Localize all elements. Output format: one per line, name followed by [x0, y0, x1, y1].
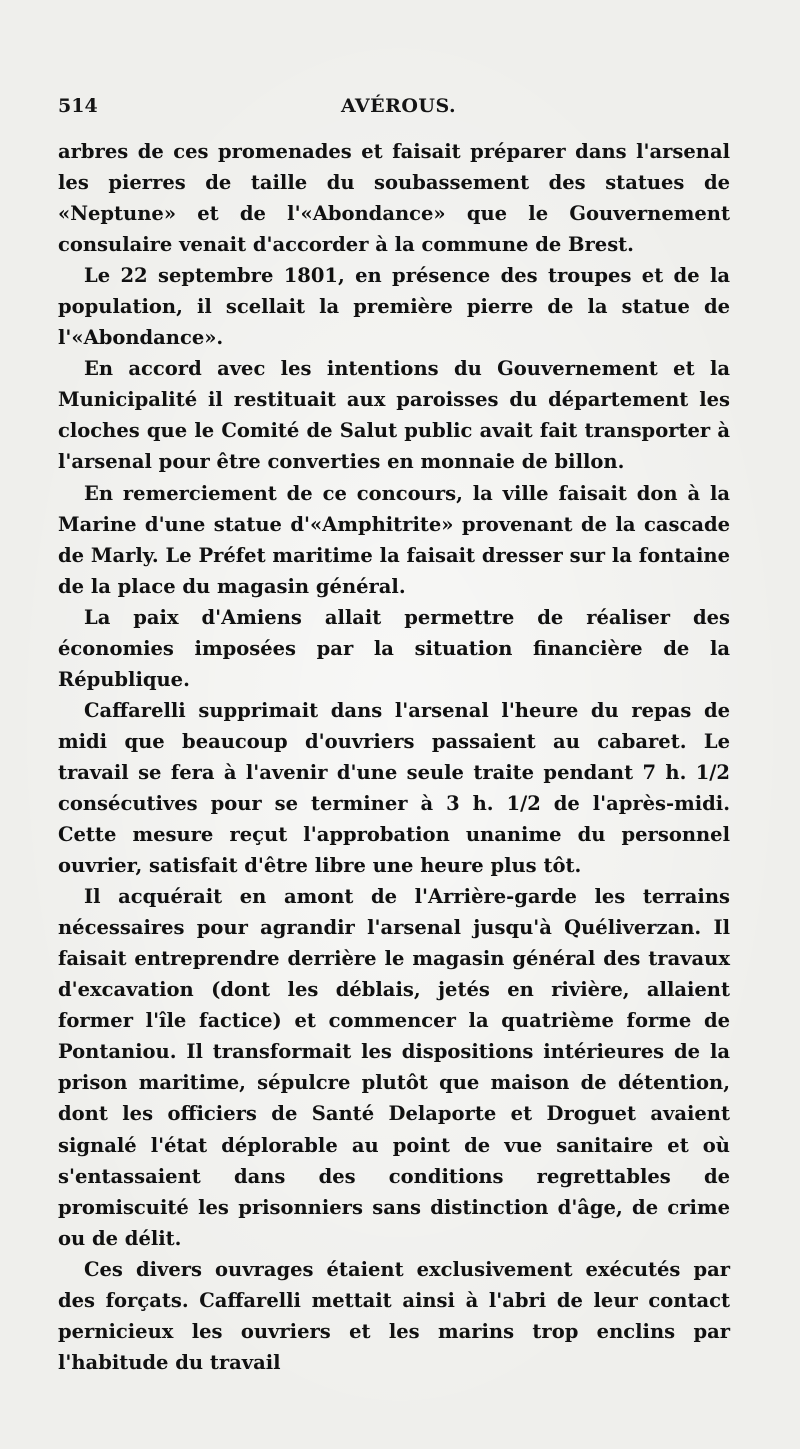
paragraph: arbres de ces promenades et faisait préparer dans l'arsenal les pierres de taille du soubassement des statues de «Neptune» et de l'«Abondance» que le Gouvernement consulaire venait d'accorder à la commune de Brest. [58, 140, 730, 257]
paragraph: En accord avec les intentions du Gouvernement et la Municipalité il restituait aux paroisses du département les cloches que le Comité de Salut public avait fait transporter à l'arsenal pour être converties en monnaie de billon. [58, 357, 730, 474]
paragraph: Ces divers ouvrages étaient exclusivement exécutés par des forçats. Caffarelli mettait ainsi à l'abri de leur contact pernicieux les ouvriers et les marins trop enclins par l'habitude du travail [58, 1257, 730, 1374]
page-number: 514 [58, 95, 98, 117]
paragraph: Il acquérait en amont de l'Arrière-garde les terrains nécessaires pour agrandir l'arsenal jusqu'à Quéliverzan. Il faisait entreprendre derrière le magasin général des travaux d'excavation (dont les déblais, jetés en rivière, allaient former l'île factice) et commencer la quatrième forme de Pontaniou. Il transformait les dispositions intérieures de la prison maritime, sépulcre plutôt que maison de détention, dont les officiers de Santé Delaporte et Droguet avaient signalé l'état déplorable au point de vue sanitaire et où s'entassaient dans des conditions regrettables de promiscuité les prisonniers sans distinction d'âge, de crime ou de délit. [58, 885, 730, 1250]
body-text [58, 136, 730, 1378]
page-header [58, 95, 728, 125]
paragraph: Caffarelli supprimait dans l'arsenal l'heure du repas de midi que beaucoup d'ouvriers passaient au cabaret. Le travail se fera à l'avenir d'une seule traite pendant 7 h. 1/2 consécutives pour se terminer à 3 h. 1/2 de l'après-midi. Cette mesure reçut l'approbation unanime du personnel ouvrier, satisfait d'être libre une heure plus tôt. [58, 698, 730, 878]
paragraph: En remerciement de ce concours, la ville faisait don à la Marine d'une statue d'«Amphitrite» provenant de la cascade de Marly. Le Préfet maritime la faisait dresser sur la fontaine de la place du magasin général. [58, 481, 730, 598]
paragraph: Le 22 septembre 1801, en présence des troupes et de la population, il scellait la première pierre de la statue de l'«Abondance». [58, 264, 730, 350]
paragraph: La paix d'Amiens allait permettre de réaliser des économies imposées par la situation financière de la République. [58, 605, 730, 691]
running-head: AVÉROUS. [341, 95, 457, 117]
